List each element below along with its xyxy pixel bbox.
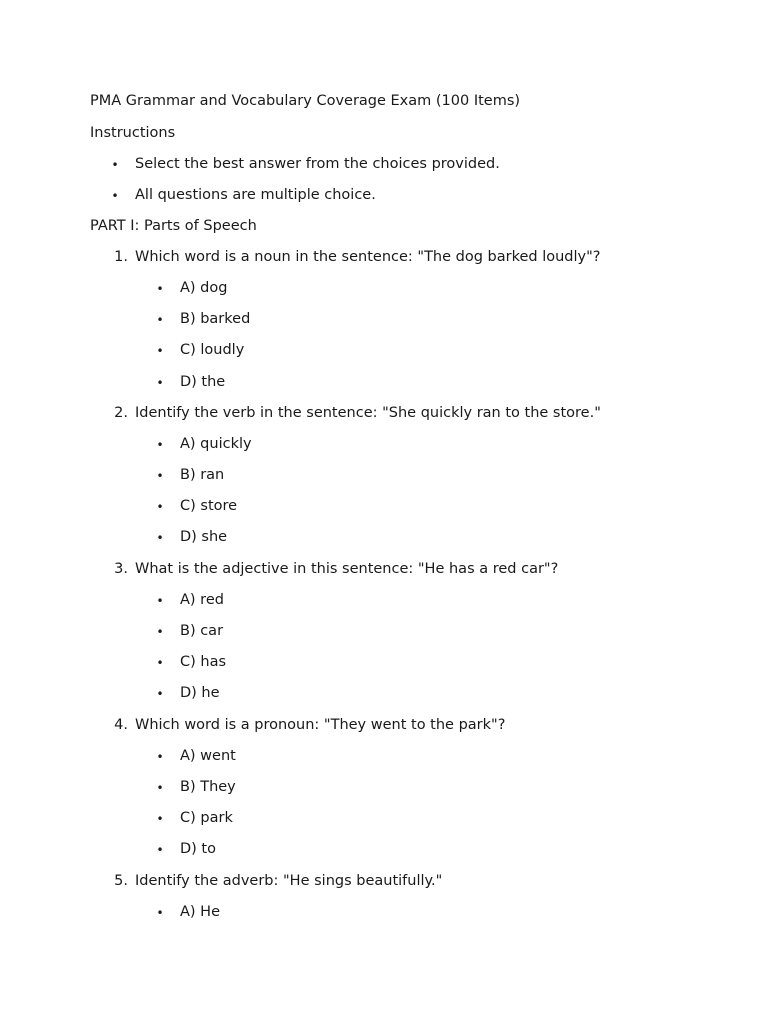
bullet-icon: • xyxy=(156,781,164,795)
instructions-heading: Instructions xyxy=(90,125,176,141)
bullet-icon: • xyxy=(156,687,164,701)
answer-option: A) He xyxy=(180,904,221,920)
answer-option: B) barked xyxy=(180,311,251,327)
bullet-icon: • xyxy=(156,843,164,857)
bullet-icon: • xyxy=(156,376,164,390)
bullet-icon: • xyxy=(156,469,164,483)
answer-option: C) has xyxy=(180,654,227,670)
question-text: Which word is a pronoun: "They went to the park"? xyxy=(135,717,506,733)
answer-option: A) went xyxy=(180,748,236,764)
question-number: 2. xyxy=(114,405,128,421)
bullet-icon: • xyxy=(156,344,164,358)
bullet-icon: • xyxy=(156,906,164,920)
answer-option: D) he xyxy=(180,685,220,701)
question-number: 1. xyxy=(114,249,128,265)
question-number: 3. xyxy=(114,561,128,577)
part-heading: PART I: Parts of Speech xyxy=(90,218,257,234)
bullet-icon: • xyxy=(156,438,164,452)
answer-option: C) park xyxy=(180,810,233,826)
instruction-item: All questions are multiple choice. xyxy=(135,187,376,203)
bullet-icon: • xyxy=(156,656,164,670)
bullet-icon: • xyxy=(156,531,164,545)
answer-option: B) car xyxy=(180,623,224,639)
question-text: Identify the verb in the sentence: "She quickly ran to the store." xyxy=(135,405,601,421)
bullet-icon: • xyxy=(156,500,164,514)
answer-option: D) the xyxy=(180,374,226,390)
question-text: Which word is a noun in the sentence: "The dog barked loudly"? xyxy=(135,249,601,265)
answer-option: A) quickly xyxy=(180,436,252,452)
answer-option: D) to xyxy=(180,841,216,857)
bullet-icon: • xyxy=(156,282,164,296)
bullet-icon: • xyxy=(156,313,164,327)
bullet-icon: • xyxy=(111,189,119,203)
bullet-icon: • xyxy=(156,750,164,764)
answer-option: C) loudly xyxy=(180,342,245,358)
question-number: 4. xyxy=(114,717,128,733)
answer-option: C) store xyxy=(180,498,238,514)
question-text: What is the adjective in this sentence: "He has a red car"? xyxy=(135,561,559,577)
answer-option: A) red xyxy=(180,592,224,608)
answer-option: A) dog xyxy=(180,280,228,296)
answer-option: B) ran xyxy=(180,467,225,483)
bullet-icon: • xyxy=(156,625,164,639)
bullet-icon: • xyxy=(156,812,164,826)
bullet-icon: • xyxy=(111,158,119,172)
question-number: 5. xyxy=(114,873,128,889)
answer-option: D) she xyxy=(180,529,228,545)
question-text: Identify the adverb: "He sings beautifully." xyxy=(135,873,443,889)
instruction-item: Select the best answer from the choices provided. xyxy=(135,156,500,172)
answer-option: B) They xyxy=(180,779,236,795)
bullet-icon: • xyxy=(156,594,164,608)
document-title: PMA Grammar and Vocabulary Coverage Exam (100 Items) xyxy=(90,93,521,109)
